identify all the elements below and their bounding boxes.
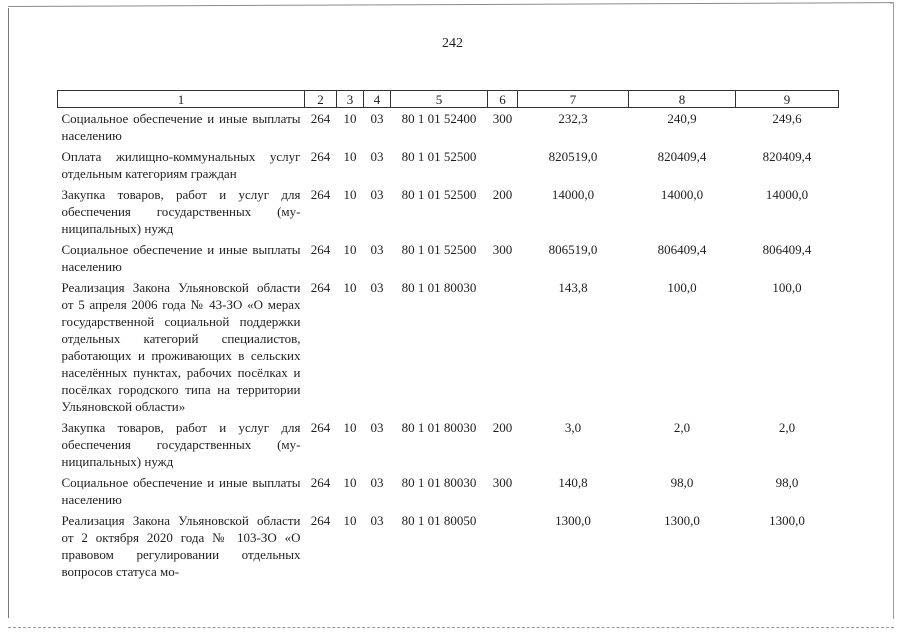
- cell-subsection: 03: [370, 420, 384, 435]
- cell-expense-type: 200: [492, 187, 513, 202]
- row-name: Социальное обеспечение и иные выплаты населению: [61, 111, 301, 143]
- cell-expense-type: 200: [492, 420, 513, 435]
- row-name: Закупка товаров, работ и услуг для обеспечения государственных (муниципальных) нужд: [61, 187, 301, 236]
- cell-value-7: 1300,0: [555, 513, 591, 528]
- cell-value-7: 140,8: [558, 475, 588, 490]
- table-row: [58, 239, 839, 277]
- cell-admin-code: 264: [310, 513, 331, 528]
- cell-target-article: 80 1 01 80030: [401, 475, 477, 490]
- cell-subsection: 03: [370, 280, 384, 295]
- cell-value-7: 820519,0: [548, 149, 598, 164]
- scan-edge-top: [8, 2, 894, 9]
- row-name: Социальное обеспечение и иные выплаты населению: [61, 475, 301, 507]
- scan-edge-left: [8, 8, 9, 618]
- row-name: Реализация Закона Ульяновской области от 5 апреля 2006 года № 43-ЗО «О мерах государственной социальной поддержки отдельных категорий специалистов, работающих и проживающих в сельских населённых пунктах, рабочих посёлках и посёлках городского типа на территории Ульяновской области»: [61, 280, 301, 414]
- cell-section: 10: [343, 111, 357, 126]
- table-row: [58, 108, 839, 147]
- cell-value-9: 100,0: [772, 280, 802, 295]
- table-row: [58, 417, 839, 472]
- column-header-7: 7: [518, 91, 629, 108]
- cell-target-article: 80 1 01 80030: [401, 280, 477, 295]
- column-header-4: 4: [364, 91, 391, 108]
- cell-expense-type: [488, 510, 518, 582]
- cell-value-9: 14000,0: [765, 187, 809, 202]
- row-name: Социальное обеспечение и иные выплаты населению: [61, 242, 301, 274]
- cell-value-8: 240,9: [667, 111, 697, 126]
- row-name: Закупка товаров, работ и услуг для обеспечения государственных (муниципальных) нужд: [61, 420, 301, 469]
- cell-value-9: 820409,4: [762, 149, 812, 164]
- cell-value-9: 98,0: [775, 475, 799, 490]
- cell-expense-type: [488, 146, 518, 184]
- cell-section: 10: [343, 475, 357, 490]
- table-row: [58, 146, 839, 184]
- table-row: [58, 277, 839, 417]
- header-row: [58, 91, 839, 108]
- cell-section: 10: [343, 187, 357, 202]
- cell-section: 10: [343, 242, 357, 257]
- scan-edge-right: [893, 4, 894, 619]
- cell-value-9: 249,6: [772, 111, 802, 126]
- cell-value-8: 100,0: [667, 280, 697, 295]
- cell-admin-code: 264: [310, 242, 331, 257]
- cell-admin-code: 264: [310, 187, 331, 202]
- cell-subsection: 03: [370, 242, 384, 257]
- column-header-6: 6: [488, 91, 518, 108]
- table-row: [58, 472, 839, 510]
- cell-admin-code: 264: [310, 420, 331, 435]
- cell-section: 10: [343, 149, 357, 164]
- cell-value-8: 14000,0: [660, 187, 704, 202]
- budget-table: [57, 90, 839, 582]
- cell-value-9: 806409,4: [762, 242, 812, 257]
- cell-expense-type: 300: [492, 475, 513, 490]
- cell-target-article: 80 1 01 52500: [401, 242, 477, 257]
- cell-value-8: 98,0: [670, 475, 694, 490]
- cell-value-8: 2,0: [673, 420, 691, 435]
- row-name: Оплата жилищно-коммунальных услуг отдельным категориям граждан: [61, 149, 301, 181]
- cell-value-7: 14000,0: [551, 187, 595, 202]
- cell-admin-code: 264: [310, 149, 331, 164]
- row-name: Реализация Закона Ульяновской области от 2 октября 2020 года № 103-ЗО «О правовом регулировании отдельных вопросов статуса мо-: [61, 513, 301, 579]
- cell-subsection: 03: [370, 111, 384, 126]
- cell-admin-code: 264: [310, 111, 331, 126]
- cell-expense-type: [488, 277, 518, 417]
- column-header-9: 9: [736, 91, 839, 108]
- cell-subsection: 03: [370, 149, 384, 164]
- column-header-2: 2: [305, 91, 337, 108]
- cell-value-9: 1300,0: [769, 513, 805, 528]
- column-header-1: 1: [58, 91, 305, 108]
- cell-expense-type: 300: [492, 242, 513, 257]
- cell-value-7: 806519,0: [548, 242, 598, 257]
- cell-value-8: 1300,0: [664, 513, 700, 528]
- cell-value-7: 3,0: [564, 420, 582, 435]
- cell-subsection: 03: [370, 513, 384, 528]
- table-row: [58, 184, 839, 239]
- cell-section: 10: [343, 513, 357, 528]
- column-header-8: 8: [629, 91, 736, 108]
- table-row: [58, 510, 839, 582]
- cell-target-article: 80 1 01 52500: [401, 187, 477, 202]
- cell-subsection: 03: [370, 187, 384, 202]
- cell-section: 10: [343, 280, 357, 295]
- cell-target-article: 80 1 01 80050: [401, 513, 477, 528]
- column-header-5: 5: [391, 91, 488, 108]
- cell-expense-type: 300: [492, 111, 513, 126]
- cell-target-article: 80 1 01 80030: [401, 420, 477, 435]
- column-header-3: 3: [337, 91, 364, 108]
- cell-subsection: 03: [370, 475, 384, 490]
- cell-target-article: 80 1 01 52500: [401, 149, 477, 164]
- cell-admin-code: 264: [310, 280, 331, 295]
- page-number: 242: [442, 36, 463, 51]
- cell-value-8: 820409,4: [657, 149, 707, 164]
- cell-value-7: 232,3: [558, 111, 588, 126]
- cell-value-8: 806409,4: [657, 242, 707, 257]
- cell-target-article: 80 1 01 52400: [401, 111, 477, 126]
- cell-value-9: 2,0: [778, 420, 796, 435]
- cell-section: 10: [343, 420, 357, 435]
- cell-admin-code: 264: [310, 475, 331, 490]
- scan-edge-bottom: [8, 627, 894, 628]
- cell-value-7: 143,8: [558, 280, 588, 295]
